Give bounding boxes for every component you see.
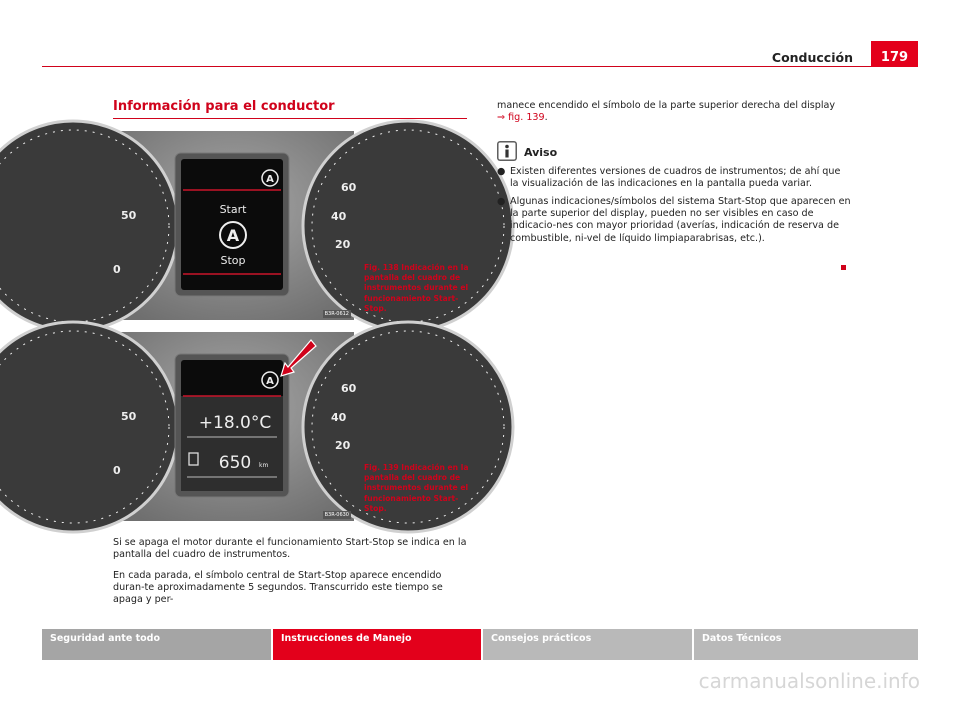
footer-tab-datos[interactable]: Datos Técnicos bbox=[694, 629, 918, 660]
display-temperature: +18.0°C bbox=[198, 413, 272, 433]
startstop-icon-small: A bbox=[266, 174, 274, 185]
end-of-section-marker bbox=[841, 265, 846, 270]
gauge-label: 50 bbox=[121, 410, 137, 423]
footer-tab-instrucciones[interactable]: Instrucciones de Manejo bbox=[273, 629, 481, 660]
page-number: 179 bbox=[871, 41, 918, 67]
figure-code: B3R-0630 bbox=[324, 512, 349, 518]
gauge-label: 0 bbox=[113, 464, 121, 477]
gauge-label: 0 bbox=[113, 263, 121, 276]
figure-139-caption: Fig. 139 Indicación en la pantalla del cuadro de instrumentos durante el funcionamiento Start-Stop. bbox=[364, 463, 469, 513]
display-start-text: Start bbox=[219, 203, 247, 216]
footer-tab-consejos[interactable]: Consejos prácticos bbox=[483, 629, 692, 660]
startstop-icon-small: A bbox=[266, 376, 274, 387]
section-title: Información para el conductor bbox=[113, 99, 335, 114]
section-rule bbox=[113, 118, 467, 119]
note-bullet: ● Algunas indicaciones/símbolos del sistema Start-Stop que aparecen en la parte superior del display, pueden no ser visibles en caso de indicacio-nes con mayor prioridad (averías, indicación de reserva de combustible, ni-vel de líquido limpiaparabrisas, etc.). bbox=[497, 196, 851, 244]
display-range-value: 650 bbox=[218, 453, 252, 473]
display-range-unit: km bbox=[259, 462, 269, 469]
display-stop-text: Stop bbox=[220, 254, 246, 267]
bullet-icon: ● bbox=[497, 196, 506, 207]
body-paragraph-continued: manece encendido el símbolo de la parte superior derecha del display ⇒ fig. 139. bbox=[497, 100, 836, 124]
figure-code: B3R-0612 bbox=[324, 311, 349, 317]
watermark: carmanualsonline.info bbox=[698, 669, 920, 693]
figure-138-image bbox=[113, 131, 357, 320]
note-bullet: ● Existen diferentes versiones de cuadros de instrumentos; de ahí que la visualización de las indicaciones en la pantalla pueda variar. bbox=[497, 166, 841, 190]
gauge-label: 20 bbox=[335, 439, 351, 452]
figure-reference-link[interactable]: ⇒ fig. 139 bbox=[497, 112, 545, 124]
gauge-label: 40 bbox=[331, 210, 347, 223]
gauge-label: 20 bbox=[335, 238, 351, 251]
startstop-icon-large: A bbox=[226, 226, 240, 245]
info-icon bbox=[497, 141, 517, 161]
note-title: Aviso bbox=[524, 146, 558, 159]
gauge-label: 60 bbox=[341, 382, 357, 395]
gauge-label: 40 bbox=[331, 411, 347, 424]
figure-139-image bbox=[113, 332, 357, 521]
body-paragraph: En cada parada, el símbolo central de Start-Stop aparece encendido duran-te aproximadamente 5 segundos. Transcurrido este tiempo se apaga y per- bbox=[113, 570, 443, 606]
header-rule bbox=[42, 66, 918, 67]
page-header-title: Conducción bbox=[771, 50, 853, 65]
gauge-label: 50 bbox=[121, 209, 137, 222]
body-paragraph: Si se apaga el motor durante el funcionamiento Start-Stop se indica en la pantalla del cuadro de instrumentos. bbox=[113, 537, 467, 561]
gauge-label: 60 bbox=[341, 181, 357, 194]
figure-138-caption: Fig. 138 Indicación en la pantalla del cuadro de instrumentos durante el funcionamiento Start-Stop. bbox=[364, 263, 469, 313]
footer-tab-seguridad[interactable]: Seguridad ante todo bbox=[42, 629, 271, 660]
bullet-icon: ● bbox=[497, 166, 506, 177]
